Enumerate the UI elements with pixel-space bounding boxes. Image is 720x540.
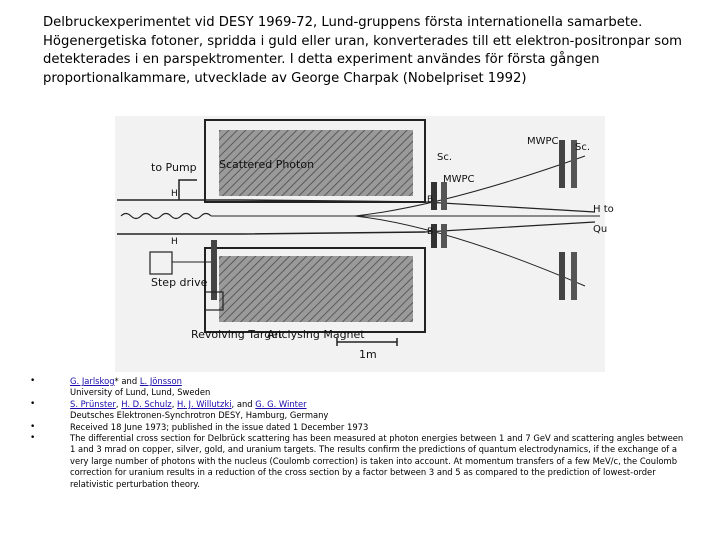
author-link-prunster[interactable]: S. Prünster xyxy=(70,398,116,409)
mwpc-left-lower xyxy=(441,224,447,248)
label-b2: B xyxy=(427,227,434,237)
reference-list xyxy=(30,376,690,490)
experiment-diagram-svg xyxy=(115,116,614,372)
bullet: • xyxy=(30,421,36,432)
affiliation-desy: Deutsches Elektronen-Synchrotron DESY, Hamburg, Germany xyxy=(70,410,329,421)
exit-pipe xyxy=(425,202,595,232)
reference-authors-1: • G. Jarlskog* and L. Jönsson University of Lund, Lund, Sweden xyxy=(30,376,690,399)
label-sc-right: Sc. xyxy=(575,142,591,153)
author-link-jonsson[interactable]: L. Jönsson xyxy=(139,376,182,386)
label-mwpc-left: MWPC xyxy=(443,174,475,185)
mwpc-right-lower xyxy=(559,252,565,300)
reference-abstract xyxy=(30,433,690,490)
label-b1: B xyxy=(427,195,434,205)
abstract-text: The differential cross section for Delbrück scattering has been measured at photon energies between 1 and 7 GeV and scattering angles between 1 and 3 mrad on copper, silver, gold, and uranium targets. The results confirm the predictions of quantum electrodynamics, if the exchange of a very large number of photons with the nucleus (Coulomb correction) is taken into account. At momentum transfers of a few MeV/c, the Coulomb correction for uranium results in a reduction of the cross section by a factor between 3 and 5 as compared to the prediction of lowest-order relativistic perturbation theory. xyxy=(70,433,684,489)
reference-authors-2: • S. Prünster, H. D. Schulz, H. J. Willutzki, and G. G. Winter Deutsches Elektronen-Synchrotron DESY, Hamburg, Germany xyxy=(30,399,690,422)
reference-received xyxy=(30,422,690,433)
scintillator-right-lower xyxy=(571,252,577,300)
intro-paragraph: Delbruckexperimentet vid DESY 1969-72, Lund-gruppens första internationella samarbete. Högenergetiska fotoner, spridda i guld eller uran, konverterades till ett elektron-positronpar som detekterades i en parspektromenter. I detta experiment användes för första gången proportionalkammare, utvecklade av George Charpak (Nobelpriset 1992) xyxy=(43,15,682,86)
received-date: Received 18 June 1973; published in the issue dated 1 December 1973 xyxy=(70,421,369,432)
bullet: • xyxy=(30,376,36,386)
label-h-to: H to xyxy=(593,204,614,215)
author-link-winter[interactable]: G. G. Winter xyxy=(255,398,307,409)
author-link-schulz[interactable]: H. D. Schulz xyxy=(121,398,172,409)
step-drive-box xyxy=(150,252,172,274)
affiliation-lund: University of Lund, Lund, Sweden xyxy=(70,387,211,398)
label-mwpc-right: MWPC xyxy=(527,136,559,147)
label-h1: H xyxy=(171,189,178,199)
pump-pipe xyxy=(179,180,197,200)
label-scattered-photon: Scattered Photon xyxy=(219,158,315,171)
label-analysing-magnet: Anclysing Magnet xyxy=(267,328,365,341)
target-shaft xyxy=(211,240,217,300)
label-revolving-target: Revolving Target xyxy=(191,328,283,341)
label-sc-left: Sc. xyxy=(437,152,453,163)
label-to: to Pump xyxy=(151,161,197,174)
bullet: • xyxy=(30,433,36,444)
mwpc-right-upper xyxy=(559,140,565,188)
label-h2: H xyxy=(171,237,178,247)
author-link-jarlskog[interactable]: G. Jarlskog xyxy=(70,376,115,386)
bullet: • xyxy=(30,398,36,409)
label-qu: Qu xyxy=(593,224,608,235)
label-scale: 1m xyxy=(359,348,377,361)
magnet-lower-yoke xyxy=(219,256,413,322)
label-step-drive: Step drive xyxy=(151,276,208,289)
mwpc-left-upper xyxy=(441,182,447,210)
photon-wave xyxy=(121,214,211,219)
vacuum-chamber xyxy=(240,200,425,234)
author-link-willutzki[interactable]: H. J. Willutzki xyxy=(177,398,232,409)
experiment-diagram xyxy=(115,116,614,372)
